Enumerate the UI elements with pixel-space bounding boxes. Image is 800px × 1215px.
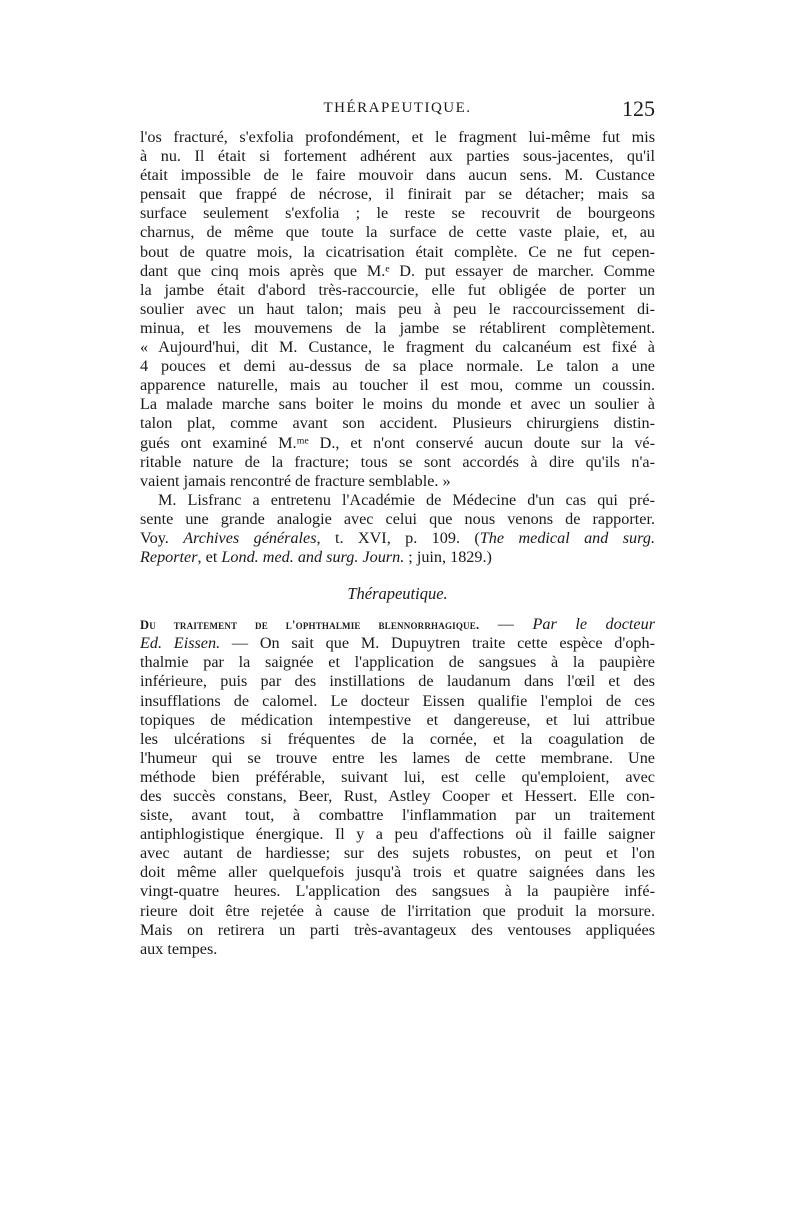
text-line: des succès constans, Beer, Rust, Astley Cooper et Hessert. Elle con- [140, 787, 655, 805]
text-line: « Aujourd'hui, dit M. Custance, le fragment du calcanéum est fixé à [140, 338, 655, 357]
text-line: La malade marche sans boiter le moins du monde et avec un soulier à [140, 395, 655, 414]
article-heading: Du traitement de l'ophthalmie blennorrhagique. [140, 618, 480, 633]
text-line: ritable nature de la fracture; tous se sont accordés à dire qu'ils n'a- [140, 452, 655, 471]
text-line: talon plat, comme avant son accident. Plusieurs chirurgiens distin- [140, 414, 655, 433]
article-heading-line [140, 615, 655, 634]
section-title: Thérapeutique. [347, 584, 448, 604]
text-line [140, 529, 655, 548]
text-line: Mais on retirera un parti très-avantageux des ventouses appliquées [140, 920, 655, 939]
text-line: pensait que frappé de nécrose, il finirait par se détacher; mais sa [140, 185, 655, 204]
text-span: , t. XVI, p. 109. ( [316, 528, 480, 547]
text-line: insufflations de calomel. Le docteur Eissen qualifie l'emploi de ces [140, 691, 655, 710]
text-line: inférieure, puis par des instillations de laudanum dans l'œil et des [140, 672, 655, 691]
journal-title: The medical and surg. [479, 528, 655, 547]
text-line: aux tempes. [140, 939, 218, 958]
text-line: 4 pouces et demi au-dessus de sa place normale. Le talon a une [140, 357, 655, 376]
text-span: ; juin, 1829.) [404, 548, 492, 567]
text-line: la jambe était d'abord très-raccourcie, elle fut obligée de porter un [140, 280, 655, 299]
journal-title: Lond. med. and surg. Journ. [221, 548, 405, 567]
text-span: , et [197, 548, 222, 567]
text-line: soulier avec un haut talon; mais peu à peu le raccourcissement di- [140, 299, 655, 318]
text-line: avec autant de hardiesse; sur des sujets robustes, on peut et l'on [140, 844, 655, 863]
text-line: thalmie par la saignée et l'application de sangsues à la paupière [140, 653, 655, 672]
text-line: les ulcérations si fréquentes de la cornée, et la coagulation de [140, 729, 655, 748]
text-line: doit même aller quelquefois jusqu'à trois et quatre saignées dans les [140, 863, 655, 882]
text-line: siste, avant tout, à combattre l'inflammation par un traitement [140, 806, 655, 825]
text-span: Voy. [140, 528, 184, 547]
text-line: à nu. Il était si fortement adhérent aux parties sous-jacentes, qu'il [140, 147, 655, 166]
text-span: — [479, 615, 533, 634]
text-line: vaient jamais rencontré de fracture semblable. » [140, 471, 451, 490]
text-line: rieure doit être rejetée à cause de l'irritation que produit la morsure. [140, 901, 655, 920]
journal-title: Archives générales [183, 528, 317, 547]
running-title: THÉRAPEUTIQUE. [323, 100, 472, 116]
reference-paragraph [140, 491, 655, 567]
text-line: sente une grande analogie avec celui que nous venons de rapporter. [140, 509, 655, 528]
text-line [140, 634, 655, 653]
text-line: M. Lisfranc a entretenu l'Académie de Médecine d'un cas qui pré- [158, 490, 655, 509]
text-line: surface seulement s'exfolia ; le reste se recouvrit de bourgeons [140, 204, 655, 223]
text-line: méthode bien préférable, suivant lui, est celle qu'emploient, avec [140, 767, 655, 786]
journal-title: Reporter [140, 548, 198, 567]
text-line: antiphlogistique énergique. Il y a peu d'affections où il faille saigner [140, 825, 655, 844]
text-line: charnus, de même que toute la surface de cette vaste plaie, et, au [140, 223, 655, 242]
author-byline: Par le docteur [532, 615, 655, 634]
text-line: vingt-quatre heures. L'application des sangsues à la paupière infé- [140, 882, 655, 901]
author-name: Ed. Eissen. [140, 634, 221, 653]
text-line: était impossible de le faire mouvoir dans aucun sens. M. Custance [140, 166, 655, 185]
text-line: gués ont examiné M.ᵐᵉ D., et n'ont conservé aucun doute sur la vé- [140, 433, 655, 452]
text-line: minua, et les mouvemens de la jambe se rétablirent complètement. [140, 318, 655, 337]
case-report-paragraph [140, 128, 655, 491]
text-span: — On sait que M. Dupuytren traite cette espèce d'oph- [220, 634, 655, 653]
text-line: apparence naturelle, mais au toucher il est mou, comme un coussin. [140, 376, 655, 395]
text-line [140, 548, 655, 567]
text-line: topiques de médication intempestive et dangereuse, et lui attribue [140, 710, 655, 729]
text-line: bout de quatre mois, la cicatrisation était complète. Ce ne fut cepen- [140, 242, 655, 261]
page-header [140, 96, 655, 124]
page-number: 125 [622, 96, 655, 121]
text-line: dant que cinq mois après que M.ᵉ D. put essayer de marcher. Comme [140, 261, 655, 280]
text-line: l'os fracturé, s'exfolia profondément, et le fragment lui-même fut mis [140, 128, 655, 146]
page-body [140, 128, 655, 959]
article-paragraph [140, 615, 655, 959]
text-line: l'humeur qui se trouve entre les lames de cette membrane. Une [140, 748, 655, 767]
